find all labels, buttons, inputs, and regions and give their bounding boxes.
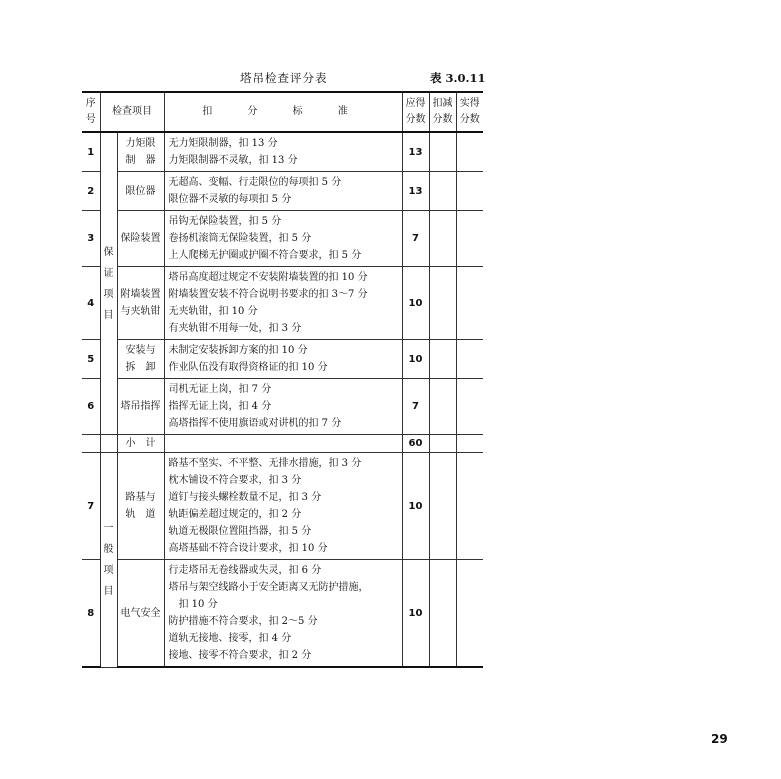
standard-line: 高塔指挥不使用旗语或对讲机的扣 7 分 [168,418,342,429]
deduction-standard [164,340,402,379]
due-score: 10 [402,453,429,560]
check-item [117,453,164,560]
table-row [82,379,483,435]
header-seq: 序 号 [82,92,100,132]
row-number: 2 [82,172,100,211]
check-item-line: 小 计 [125,438,156,449]
standard-line: 有夹轨钳不用每一处，扣 3 分 [168,323,302,334]
check-item-line: 制 器 [125,155,156,166]
header-deduct: 扣减 分数 [429,92,456,132]
header-due: 应得 分数 [402,92,429,132]
standard-line: 未制定安装拆卸方案的扣 10 分 [168,345,308,356]
check-item-line: 塔吊指挥 [120,401,161,412]
check-item-line: 与夹轨钳 [120,306,161,317]
check-item-line: 安装与 [125,345,156,356]
actual-score [456,340,483,379]
group-char: 般 [103,543,114,555]
group-char: 目 [103,309,114,321]
check-item-line: 力矩限 [125,138,156,149]
standard-line: 卷扬机滚筒无保险装置，扣 5 分 [168,233,312,244]
check-item-line: 轨 道 [125,509,156,520]
group-char: 项 [103,564,114,576]
row-number: 1 [82,132,100,172]
page-number: 29 [711,732,728,746]
row-number: 7 [82,453,100,560]
table-row [82,560,483,668]
actual-score [456,560,483,668]
standard-line: 附墙装置安装不符合说明书要求的扣 3～7 分 [168,289,368,300]
standard-line: 指挥无证上岗，扣 4 分 [168,401,272,412]
standard-line: 防护措施不符合要求，扣 2～5 分 [168,616,318,627]
header-standard: 扣 分 标 准 [164,92,402,132]
standard-line: 吊钩无保险装置，扣 5 分 [168,216,282,227]
standard-line: 轨道无极限位置阻挡器，扣 5 分 [168,526,312,537]
actual-score [456,211,483,267]
row-number: 5 [82,340,100,379]
standard-line: 路基不坚实、不平整、无排水措施，扣 3 分 [168,458,362,469]
deduction-standard [164,453,402,560]
deduction-standard [164,379,402,435]
deducted-score [429,211,456,267]
actual-score [456,267,483,340]
due-score: 7 [402,211,429,267]
check-item [117,267,164,340]
check-item-line: 路基与 [125,492,156,503]
header-row [82,92,483,132]
standard-line: 无力矩限制器，扣 13 分 [168,138,278,149]
table-row [82,132,483,172]
standard-line: 行走塔吊无卷线器或失灵，扣 6 分 [168,565,322,576]
standard-line: 司机无证上岗，扣 7 分 [168,384,272,395]
row-number: 8 [82,560,100,668]
table-row [82,435,483,453]
check-item-line: 保险装置 [120,233,161,244]
group-general-items [100,453,117,668]
deduction-standard [164,435,402,453]
standard-line: 作业队伍没有取得资格证的扣 10 分 [168,362,328,373]
deducted-score [429,267,456,340]
actual-score [456,379,483,435]
actual-score [456,453,483,560]
deduction-standard [164,211,402,267]
standard-line: 无超高、变幅、行走限位的每项扣 5 分 [168,177,342,188]
table-row [82,340,483,379]
standard-line: 塔吊高度超过规定不安装附墙装置的扣 10 分 [168,272,368,283]
table-row [82,172,483,211]
due-score: 7 [402,379,429,435]
deducted-score [429,453,456,560]
check-item [117,211,164,267]
table-row [82,211,483,267]
deduction-standard [164,132,402,172]
standard-line: 道轨无接地、接零，扣 4 分 [168,633,292,644]
check-item [117,435,164,453]
standard-line: 高塔基础不符合设计要求，扣 10 分 [168,543,328,554]
check-item-line: 电气安全 [120,607,161,619]
standard-line: 限位器不灵敏的每项扣 5 分 [168,194,292,205]
actual-score [456,435,483,453]
standard-line: 上人爬梯无护圈或护圈不符合要求，扣 5 分 [168,250,362,261]
group-char: 一 [103,522,114,534]
standard-line: 塔吊与架空线路小于安全距离又无防护措施， [168,582,369,593]
deducted-score [429,560,456,668]
page-title: 塔吊检查评分表 [240,71,328,85]
standard-line: 无夹轨钳，扣 10 分 [168,306,258,317]
deducted-score [429,132,456,172]
check-item [117,560,164,668]
standard-line: 轨距偏差超过规定的，扣 2 分 [168,509,302,520]
due-score: 13 [402,172,429,211]
actual-score [456,172,483,211]
deducted-score [429,379,456,435]
group-guarantee-items [100,132,117,435]
table-row [82,267,483,340]
scoring-table [82,91,483,668]
check-item [117,132,164,172]
header-actual: 实得 分数 [456,92,483,132]
check-item-line: 附墙装置 [120,289,161,300]
deducted-score [429,172,456,211]
check-item [117,379,164,435]
deduction-standard [164,560,402,668]
check-item-line: 限位器 [125,185,156,197]
group-char: 保 [103,246,114,258]
standard-line: 道钉与接头螺栓数量不足，扣 3 分 [168,492,322,503]
due-score: 60 [402,435,429,453]
row-number [82,435,100,453]
deducted-score [429,435,456,453]
deduction-standard [164,172,402,211]
actual-score [456,132,483,172]
table-row [82,453,483,560]
table-number: 表 3.0.11 [430,71,486,85]
group-char: 项 [103,288,114,300]
group-empty [100,435,117,453]
standard-line: 力矩限制器不灵敏，扣 13 分 [168,155,298,166]
standard-line: 枕木铺设不符合要求，扣 3 分 [168,475,302,486]
header-item: 检查项目 [100,92,164,132]
deducted-score [429,340,456,379]
due-score: 10 [402,340,429,379]
check-item [117,340,164,379]
row-number: 3 [82,211,100,267]
group-char: 证 [103,267,114,279]
due-score: 10 [402,267,429,340]
standard-line: 扣 10 分 [178,599,218,610]
standard-line: 接地、接零不符合要求，扣 2 分 [168,650,312,661]
due-score: 10 [402,560,429,668]
check-item [117,172,164,211]
row-number: 6 [82,379,100,435]
check-item-line: 拆 卸 [125,362,156,373]
group-char: 目 [103,585,114,597]
row-number: 4 [82,267,100,340]
due-score: 13 [402,132,429,172]
deduction-standard [164,267,402,340]
